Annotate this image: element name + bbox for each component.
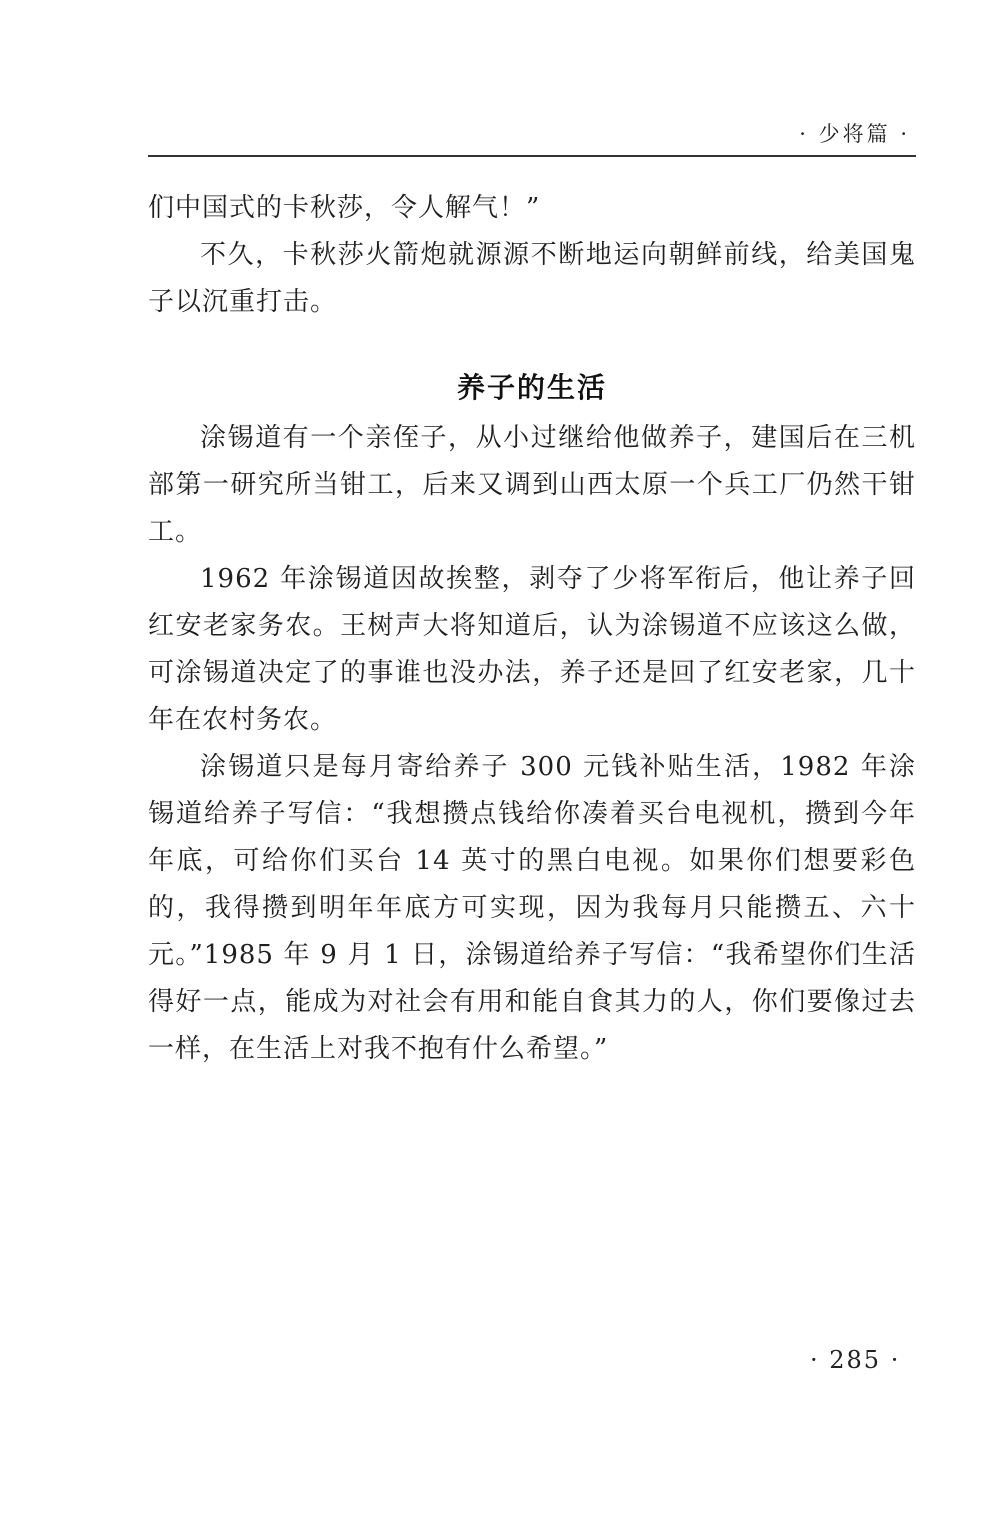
header-rule xyxy=(148,155,916,157)
body-text xyxy=(148,185,916,1073)
paragraph: 不久，卡秋莎火箭炮就源源不断地运向朝鲜前线，给美国鬼子以沉重打击。 xyxy=(148,240,916,317)
running-header: · 少将篇 · xyxy=(799,122,910,146)
paragraph: 涂锡道有一个亲侄子，从小过继给他做养子，建国后在三机部第一研究所当钳工，后来又调到山西太原一个兵工厂仍然干钳工。 xyxy=(148,423,916,547)
paragraph: 1962 年涂锡道因故挨整，剥夺了少将军衔后，他让养子回红安老家务农。王树声大将知道后，认为涂锡道不应该这么做，可涂锡道决定了的事谁也没办法，养子还是回了红安老家，几十年在农村务农。 xyxy=(148,564,916,735)
page-number: · 285 · xyxy=(810,1346,901,1374)
section-title: 养子的生活 xyxy=(456,371,607,404)
paragraph: 涂锡道只是每月寄给养子 300 元钱补贴生活，1982 年涂锡道给养子写信：“我想攒点钱给你凑着买台电视机，攒到今年年底，可给你们买台 14 英寸的黑白电视。如果你们想要彩色的，我得攒到明年年底方可实现，因为我每月只能攒五、六十元。”1985 年 9 月 1 日，涂锡道给养子写信：“我希望你们生活得好一点，能成为对社会有用和能自食其力的人，你们要像过去一样，在生活上对我不抱有什么希望。” xyxy=(148,752,916,1064)
paragraph-continuation: 们中国式的卡秋莎，令人解气！” xyxy=(148,193,541,223)
